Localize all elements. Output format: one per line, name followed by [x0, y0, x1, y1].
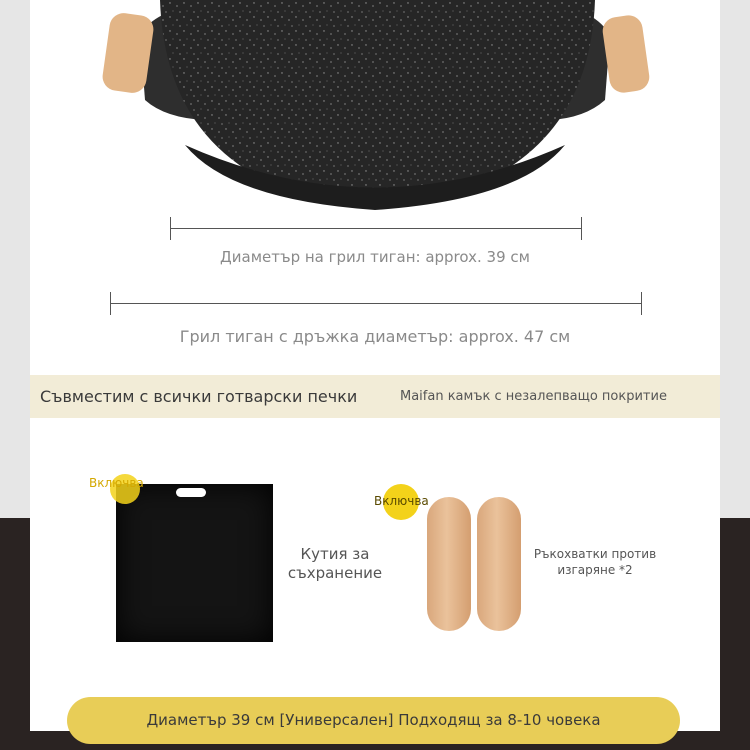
handles-label: Ръкохватки против изгаряне *2	[533, 547, 657, 577]
feature-compatible: Съвместим с всички готварски печки	[40, 387, 358, 406]
capacity-banner: Диаметър 39 см [Универсален] Подходящ за 8-10 човека	[67, 697, 680, 744]
feature-band	[30, 375, 720, 418]
bag-handle-hole	[176, 488, 206, 497]
grill-pan-image	[0, 0, 750, 215]
storage-bag-label: Кутия за съхранение	[287, 545, 383, 582]
feature-coating: Maifan камък с незалепващо покритие	[400, 389, 667, 404]
wooden-handle-right	[477, 497, 521, 631]
included-badge-bag: Включва	[89, 476, 144, 490]
pan-diameter-line	[170, 228, 582, 229]
handle-diameter-line	[110, 303, 642, 304]
handle-diameter-label: Грил тиган с дръжка диаметър: approx. 47 см	[179, 327, 571, 346]
included-badge-handles: Включва	[374, 494, 429, 508]
pan-diameter-label: Диаметър на грил тиган: approx. 39 см	[220, 248, 530, 266]
storage-bag-image	[116, 484, 273, 642]
wooden-handle-left	[427, 497, 471, 631]
